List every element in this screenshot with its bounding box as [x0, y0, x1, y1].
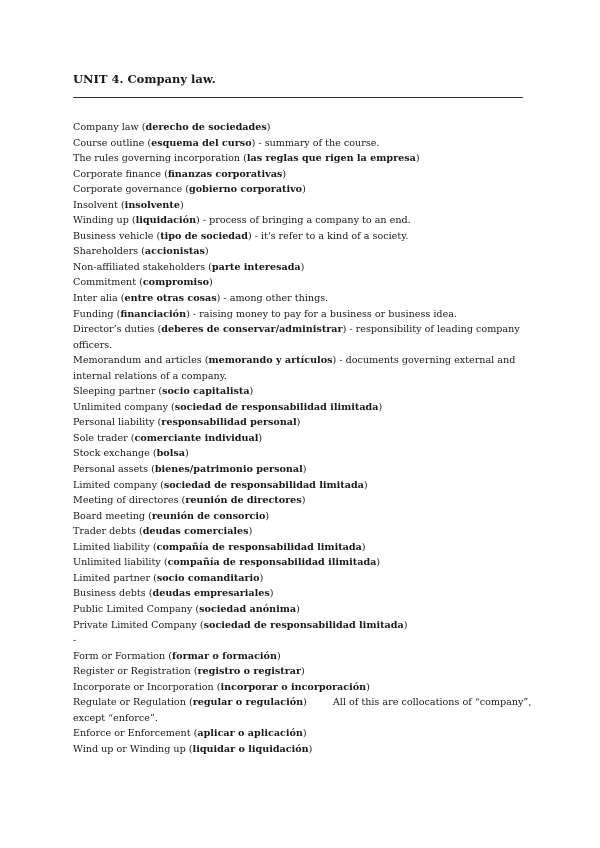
term-text: Insolvent (: [73, 199, 125, 211]
definition-text: ) - it's refer to a kind of a society.: [247, 230, 409, 242]
glossary-line: [73, 136, 528, 152]
translation-text: deberes de conservar/administrar: [161, 324, 343, 336]
definition-text: ): [302, 464, 307, 476]
glossary-line: [73, 633, 528, 649]
definition-text: ): [366, 681, 370, 693]
glossary-line: [73, 649, 528, 665]
translation-text: deudas comerciales: [142, 526, 249, 538]
translation-text: socio comanditario: [156, 572, 260, 584]
term-text: internal relations of a company.: [73, 370, 227, 382]
term-text: Limited partner (: [73, 572, 157, 584]
term-text: Unlimited company (: [73, 401, 175, 413]
translation-text: socio capitalista: [162, 386, 250, 398]
translation-text: esquema del curso: [151, 137, 252, 149]
term-text: Winding up (: [73, 215, 136, 227]
glossary-line: [73, 680, 528, 696]
definition-text: ): [259, 572, 264, 584]
glossary-line: [73, 307, 528, 323]
term-text: Register or Registration (: [73, 666, 198, 678]
glossary-line: [73, 400, 528, 416]
definition-text: ): [303, 697, 307, 709]
term-text: Corporate finance (: [73, 168, 168, 180]
glossary-line: [73, 493, 528, 509]
term-text: Meeting of directores (: [73, 495, 186, 507]
term-text: Public Limited Company (: [73, 603, 200, 615]
term-text: Regulate or Regulation (: [73, 697, 193, 709]
translation-text: las reglas que rigen la empresa: [246, 153, 416, 165]
translation-text: compañía de responsabilidad ilimitada: [167, 557, 377, 569]
glossary-line: [73, 555, 528, 571]
translation-text: memorando y artículos: [208, 355, 333, 367]
definition-text: ): [179, 199, 184, 211]
term-text: Incorporate or Incorporation (: [73, 681, 221, 693]
term-text: Enforce or Enforcement (: [73, 728, 198, 740]
glossary-line: [73, 182, 528, 198]
definition-text: ): [282, 168, 287, 180]
definition-text: ): [209, 277, 213, 289]
definition-text: ): [301, 495, 306, 507]
translation-text: incorporar o incorporación: [220, 681, 367, 693]
term-text: Wind up or Winding up (: [73, 743, 193, 755]
translation-text: bolsa: [156, 448, 185, 460]
definition-text: ): [184, 448, 189, 460]
term-text: Trader debts (: [73, 526, 143, 538]
glossary-line: [73, 213, 528, 229]
translation-text: financiación: [120, 308, 187, 320]
translation-text: liquidación: [135, 215, 197, 227]
definition-text: ): [361, 541, 366, 553]
glossary-line: [73, 726, 528, 742]
term-text: Unlimited liability (: [73, 557, 168, 569]
glossary-line: [73, 618, 528, 634]
translation-text: tipo de sociedad: [160, 230, 248, 242]
definition-text: ): [363, 479, 368, 491]
translation-text: liquidar o liquidación: [192, 743, 309, 755]
term-text: The rules governing incorporation (: [73, 153, 247, 165]
glossary-line: [73, 322, 528, 338]
translation-text: bienes/patrimonio personal: [154, 464, 303, 476]
definition-text: ) - documents governing external and: [332, 355, 516, 367]
translation-text: compromiso: [142, 277, 209, 289]
glossary-line: [73, 664, 528, 680]
definition-text: ): [248, 526, 253, 538]
term-text: Sleeping partner (: [73, 386, 163, 398]
translation-text: responsabilidad personal: [161, 417, 297, 429]
term-text: Non-affiliated stakeholders (: [73, 261, 212, 273]
glossary-line: [73, 602, 528, 618]
translation-text: gobierno corporativo: [189, 184, 303, 196]
definition-text: ): [301, 666, 305, 678]
definition-text: ): [269, 588, 274, 600]
title-divider: [73, 97, 523, 98]
glossary-line: [73, 540, 528, 556]
glossary-line: [73, 275, 528, 291]
definition-text: ): [296, 417, 301, 429]
term-text: Personal liability (: [73, 417, 162, 429]
glossary-line: [73, 120, 528, 136]
glossary-line: [73, 509, 528, 525]
term-text: Limited company (: [73, 479, 164, 491]
definition-text: ): [302, 728, 307, 740]
glossary-line: [73, 695, 532, 711]
translation-text: comerciante individual: [134, 432, 259, 444]
term-text: Commitment (: [73, 277, 143, 289]
definition-text: ): [300, 261, 305, 273]
translation-text: deudas empresariales: [152, 588, 270, 600]
term-text: Limited liability (: [73, 541, 157, 553]
translation-text: regular o regulación: [192, 697, 304, 709]
definition-text: ): [266, 122, 271, 133]
definition-text: ): [265, 510, 270, 522]
glossary-line: [73, 151, 528, 167]
glossary-line: [73, 229, 528, 245]
definition-text: ) - process of bringing a company to an end.: [196, 215, 411, 227]
definition-text: ): [308, 743, 313, 755]
glossary-line: [73, 446, 528, 462]
definition-text: ) - raising money to pay for a business or business idea.: [186, 308, 458, 320]
glossary-line: [73, 462, 528, 478]
translation-text: parte interesada: [211, 261, 301, 273]
term-text: Shareholders (: [73, 246, 145, 258]
translation-text: sociedad de responsabilidad limitada: [203, 619, 404, 631]
definition-text: ): [302, 184, 306, 196]
term-text: -: [73, 635, 77, 647]
term-text: Form or Formation (: [73, 650, 173, 662]
page-title: UNIT 4. Company law.: [73, 72, 216, 86]
glossary-line: [73, 260, 528, 276]
term-text: except “enforce”.: [73, 712, 158, 724]
translation-text: sociedad anónima: [199, 603, 297, 615]
translation-text: reunión de consorcio: [151, 510, 266, 522]
definition-text: ): [276, 650, 281, 662]
note-text: All of this are collocations of “company”,: [332, 697, 532, 709]
glossary-line: [73, 478, 528, 494]
glossary-line: [73, 415, 528, 431]
glossary-line: [73, 742, 528, 758]
translation-text: entre otras cosas: [124, 293, 217, 305]
definition-text: ) - summary of the course.: [251, 137, 380, 149]
translation-text: registro o registrar: [197, 666, 302, 678]
definition-text: ): [378, 401, 383, 413]
term-text: Company law (: [73, 122, 146, 133]
glossary-line: [73, 167, 528, 183]
definition-text: ): [296, 603, 300, 615]
term-text: Funding (: [73, 308, 121, 320]
term-text: Corporate governance (: [73, 184, 190, 196]
term-text: Stock exchange (: [73, 448, 157, 460]
glossary-line: [73, 369, 528, 385]
definition-text: ): [258, 432, 263, 444]
term-text: Director’s duties (: [73, 324, 162, 336]
translation-text: sociedad de responsabilidad limitada: [163, 479, 364, 491]
translation-text: derecho de sociedades: [145, 122, 267, 133]
glossary-line: [73, 198, 528, 214]
translation-text: insolvente: [124, 199, 180, 211]
glossary-line: [73, 244, 528, 260]
definition-text: ) - among other things.: [216, 293, 329, 305]
translation-text: sociedad de responsabilidad ilimitada: [174, 401, 379, 413]
glossary-line: [73, 571, 528, 587]
glossary-line: [73, 338, 528, 354]
term-text: Business debts (: [73, 588, 153, 600]
translation-text: accionistas: [144, 246, 205, 258]
translation-text: finanzas corporativas: [167, 168, 283, 180]
glossary-line: [73, 291, 528, 307]
definition-text: ): [415, 153, 420, 165]
term-text: officers.: [73, 339, 113, 351]
glossary-line: [73, 586, 528, 602]
glossary-line: [73, 384, 528, 400]
glossary-line: [73, 711, 528, 727]
definition-text: ): [249, 386, 254, 398]
term-text: Private Limited Company (: [73, 619, 204, 631]
glossary-list: [73, 120, 532, 757]
translation-text: compañía de responsabilidad limitada: [156, 541, 362, 553]
glossary-line: [73, 524, 528, 540]
term-text: Inter alia (: [73, 293, 125, 305]
term-text: Sole trader (: [73, 432, 135, 444]
translation-text: aplicar o aplicación: [197, 728, 303, 740]
term-text: Memorandum and articles (: [73, 355, 209, 367]
term-text: Business vehicle (: [73, 230, 161, 242]
definition-text: ): [204, 246, 209, 258]
glossary-line: [73, 431, 528, 447]
definition-text: ): [403, 619, 408, 631]
term-text: Board meeting (: [73, 510, 152, 522]
glossary-line: [73, 353, 528, 369]
definition-text: ): [376, 557, 381, 569]
term-text: Personal assets (: [73, 464, 155, 476]
translation-text: formar o formación: [172, 650, 277, 662]
term-text: Course outline (: [73, 137, 152, 149]
translation-text: reunión de directores: [185, 495, 302, 507]
definition-text: ) - responsibility of leading company: [342, 324, 520, 336]
